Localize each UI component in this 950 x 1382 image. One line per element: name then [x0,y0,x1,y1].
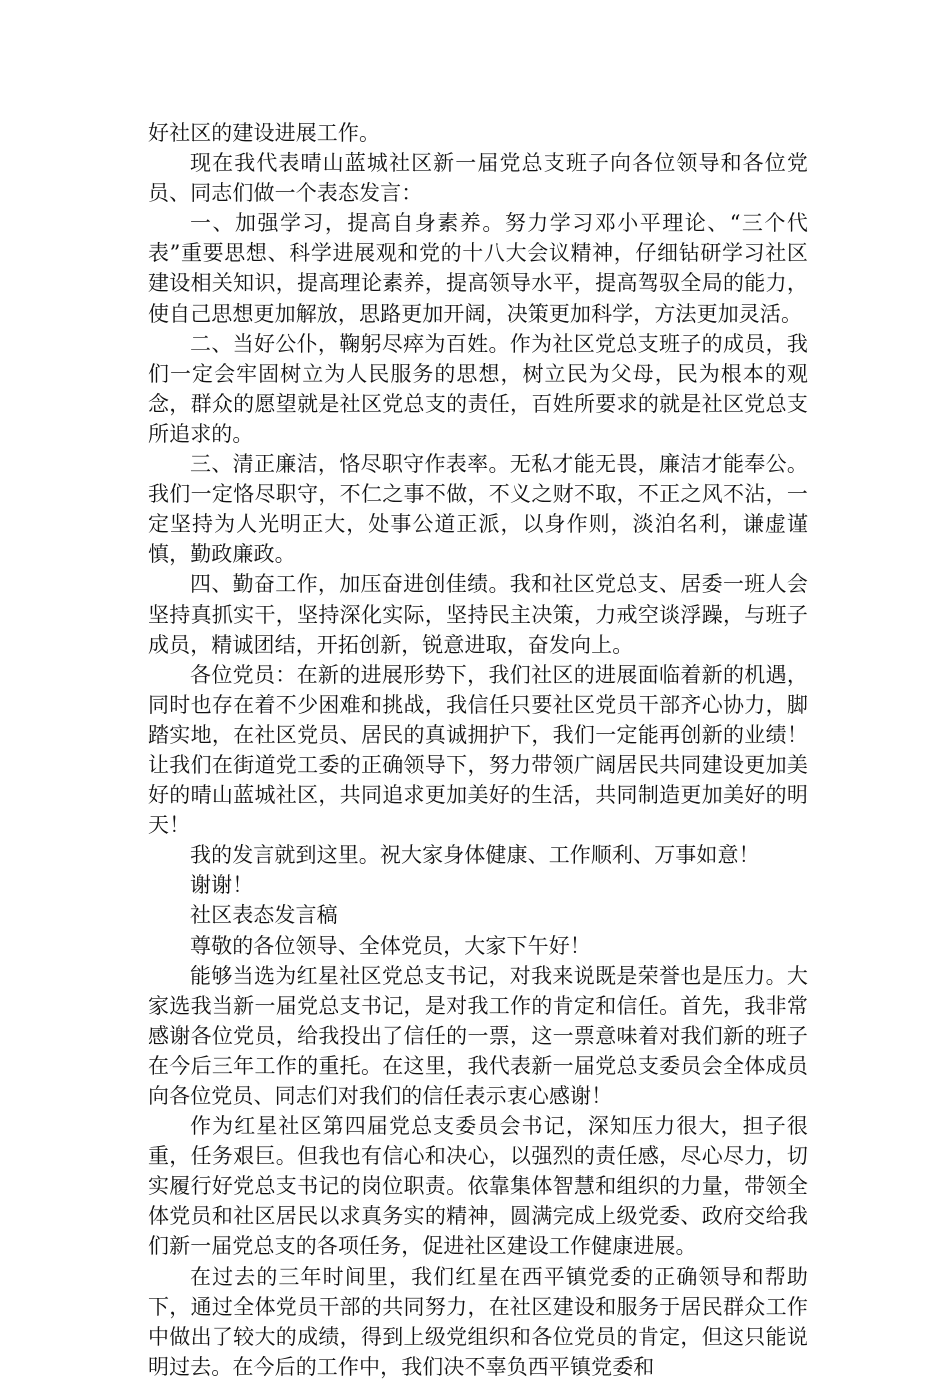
paragraph: 现在我代表晴山蓝城社区新一届党总支班子向各位领导和各位党员、同志们做一个表态发言： [148,151,808,206]
paragraph: 我的发言就到这里。祝大家身体健康、工作顺利、万事如意！ [190,843,760,868]
paragraph: 在过去的三年时间里，我们红星在西平镇党委的正确领导和帮助下，通过全体党员干部的共同努力，在社区建设和服务于居民群众工作中做出了较大的成绩，得到上级党组织和各位党员的肯定，但这只能说明过去。在今后的工作中，我们决不辜负西平镇党委和 [148,1264,808,1379]
paragraph: 四、勤奋工作，加压奋进创佳绩。我和社区党总支、居委一班人会坚持真抓实干，坚持深化实际，坚持民主决策，力戒空谈浮躁，与班子成员，精诚团结，开拓创新，锐意进取，奋发向上。 [148,572,808,657]
paragraph: 好社区的建设进展工作。 [148,121,381,145]
section-heading: 社区表态发言稿 [190,903,338,928]
document-body [148,118,808,1382]
paragraph: 二、当好公仆，鞠躬尽瘁为百姓。作为社区党总支班子的成员，我们一定会牢固树立为人民服务的思想，树立民为父母，民为根本的观念，群众的愿望就是社区党总支的责任，百姓所要求的就是社区党总支所追求的。 [148,331,808,446]
paragraph: 谢谢！ [190,873,254,898]
paragraph: 各位党员：在新的进展形势下，我们社区的进展面临着新的机遇，同时也存在着不少困难和挑战，我信任只要社区党员干部齐心协力，脚踏实地，在社区党员、居民的真诚拥护下，我们一定能再创新的业绩！让我们在街道党工委的正确领导下，努力带领广阔居民共同建设更加美好的晴山蓝城社区，共同追求更加美好的生活，共同制造更加美好的明天！ [148,662,808,838]
paragraph: 三、清正廉洁，恪尽职守作表率。无私才能无畏，廉洁才能奉公。我们一定恪尽职守，不仁之事不做，不义之财不取，不正之风不沾，一定坚持为人光明正大，处事公道正派，以身作则，淡泊名利，谦虚谨慎，勤政廉政。 [148,452,808,567]
paragraph: 作为红星社区第四届党总支委员会书记，深知压力很大，担子很重，任务艰巨。但我也有信心和决心，以强烈的责任感，尽心尽力，切实履行好党总支书记的岗位职责。依靠集体智慧和组织的力量，带领全体党员和社区居民以求真务实的精神，圆满完成上级党委、政府交给我们新一届党总支的各项任务，促进社区建设工作健康进展。 [148,1114,808,1259]
paragraph: 一、加强学习，提高自身素养。努力学习邓小平理论、“三个代表”重要思想、科学进展观和党的十八大会议精神，仔细钻研学习社区建设相关知识，提高理论素养，提高领导水平，提高驾驭全局的能力，使自己思想更加解放，思路更加开阔，决策更加科学，方法更加灵活。 [148,211,808,326]
salutation: 尊敬的各位领导、全体党员，大家下午好！ [190,933,591,958]
paragraph: 能够当选为红星社区党总支书记，对我来说既是荣誉也是压力。大家选我当新一届党总支书记，是对我工作的肯定和信任。首先，我非常感谢各位党员，给我投出了信任的一票，这一票意味着对我们新的班子在今后三年工作的重托。在这里，我代表新一届党总支委员会全体成员向各位党员、同志们对我们的信任表示衷心感谢！ [148,963,808,1108]
